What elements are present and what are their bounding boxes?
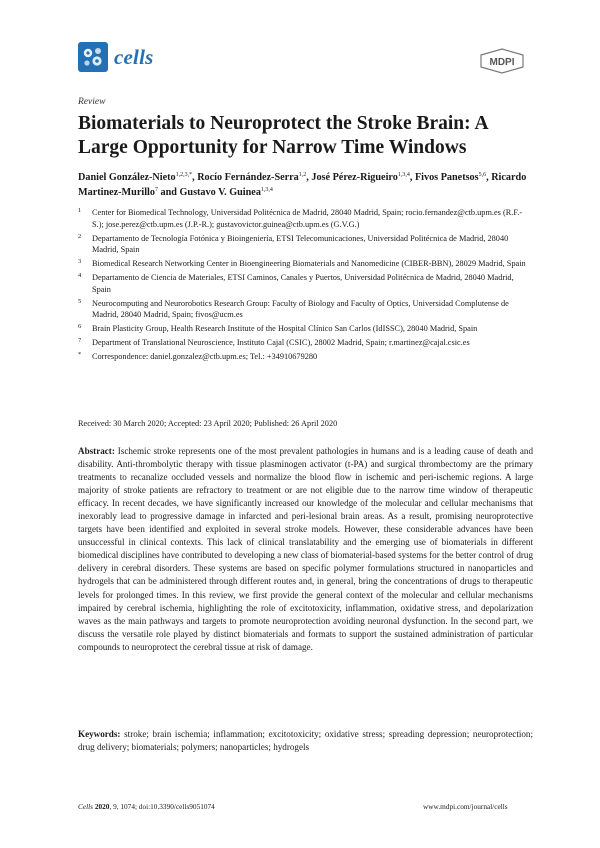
author-separator: , (409, 172, 415, 183)
affiliation-text: Correspondence: daniel.gonzalez@ctb.upm.es; Tel.: +34910679280 (92, 352, 318, 361)
author-affil-sup: 1,3,4 (397, 172, 410, 178)
affiliation-number: 3 (78, 258, 82, 265)
author-affil-sup: 5,6 (478, 172, 487, 178)
publisher-logo[interactable] (478, 48, 526, 74)
affiliation-number: 2 (78, 232, 82, 240)
author-affil-sup: 7 (154, 186, 158, 193)
affiliation (78, 337, 533, 349)
citation-footer (78, 802, 215, 811)
keywords (78, 728, 533, 754)
affiliation-number: 7 (78, 337, 82, 344)
journal-name: cells (114, 44, 154, 69)
affiliation-text: Departamento de Ciencia de Materiales, ETSI Caminos, Canales y Puertos, Universidad Politécnica de Madrid, 28040 Madrid, Spain (92, 273, 514, 294)
affiliation-text: Brain Plasticity Group, Health Research Institute of the Hospital Clínico San Carlos (IdISSC), 28040 Madrid, Spain (92, 324, 478, 333)
abstract-label: Abstract: (78, 446, 115, 456)
affiliation-number: 5 (78, 297, 82, 305)
affiliation-text: Departamento de Tecnología Fotónica y Bioingeniería, ETSI Telecomunicaciones, Universidad Politécnica de Madrid, 28040 Madrid, Spain (92, 233, 509, 254)
affiliation-number: 4 (78, 272, 82, 279)
affiliation-text: Department of Translational Neuroscience, Instituto Cajal (CSIC), 28002 Madrid, Spain; r.martinez@cajal.csic.es (92, 338, 470, 347)
article-title: Biomaterials to Neuroprotect the Stroke Brain: A Large Opportunity for Narrow Time Windows (78, 113, 488, 158)
footer-citation: , 9, 1074; doi:10.3390/cells9051074 (109, 802, 215, 811)
author-affil-sup: 1,2,3,* (175, 172, 193, 178)
affiliation (78, 207, 533, 230)
publisher-name: MDPI (489, 57, 515, 68)
affiliation-text: Neurocomputing and Neurorobotics Research Group: Faculty of Biology and Faculty of Optics, Universidad Complutense de Madrid, 28040 Madrid, Spain; fivos@ucm.es (92, 298, 509, 319)
affiliation-number: * (78, 351, 82, 358)
abstract-text: Ischemic stroke represents one of the most prevalent pathologies in humans and is a leading cause of death and disability. Anti-thrombolytic therapy with tissue plasminogen activator (t-PA) and surgical thrombectomy are the primary treatments to recanalize occluded vessels and normalize the blood flow in ischemic and peri-ischemic regions. A large majority of stroke patients are refractory to treatment or are not eligible due to the narrow time window of therapeutic efficacy. In recent decades, we have significantly increased our knowledge of the molecular and cellular mechanisms that inexorably lead to progressive damage in infarcted and peri-lesional brain areas. As a result, promising neuroprotective targets have been identified and exploited in several stroke models. However, these considerable advances have been unsuccessful in clinical contexts. This lack of clinical translatability and the emerging use of biomaterials in different biomedical disciplines have contributed to developing a new class of biomaterial-based systems for the better control of drug delivery in cerebral disorders. These systems are based on specific polymer formulations structured in nanoparticles and hydrogels that can be administered through different routes and, in general, bring the concentrations of drugs to therapeutic levels for prolonged times. In this review, we first provide the general context of the molecular and cellular mechanisms impaired by cerebral ischemia, highlighting the role of excitotoxicity, inflammation, oxidative stress, and depolarization waves as the main pathways and targets to promote neuroprotection avoiding neuronal dysfunction. In the second part, we discuss the versatile role played by distinct biomaterials and formats to support the sustained administration of particular compounds to neuroprotect the cerebral tissue at risk of damage. (78, 446, 533, 652)
affiliation-text: Center for Biomedical Technology, Universidad Politécnica de Madrid, 28040 Madrid, Spain; rocio.fernandez@ctb.upm.es (R.F.-S.); jose.perez@ctb.upm.es (J.P.-R.); gustavovictor.guinea@ctb.upm.es (G.V.G.) (92, 208, 523, 229)
author-separator: , (486, 172, 492, 183)
author[interactable]: Daniel González-Nieto (78, 172, 176, 183)
cells-logo-icon (78, 42, 108, 72)
footer-journal: Cells (78, 802, 93, 811)
mdpi-logo-icon (478, 48, 526, 74)
affiliation (78, 258, 533, 270)
author-separator: , (192, 172, 198, 183)
affiliation (78, 298, 533, 321)
publication-dates: Received: 30 March 2020; Accepted: 23 April 2020; Published: 26 April 2020 (78, 419, 338, 428)
affiliation (78, 323, 533, 335)
author[interactable]: José Pérez-Rigueiro (311, 172, 398, 183)
author[interactable]: Rocío Fernández-Serra (197, 172, 299, 183)
footer-year: 2020 (94, 802, 110, 811)
journal-logo[interactable] (78, 42, 153, 72)
journal-url[interactable]: www.mdpi.com/journal/cells (423, 802, 508, 811)
affiliation-list (78, 207, 533, 365)
affiliation (78, 272, 533, 295)
author[interactable]: Gustavo V. Guinea (179, 186, 261, 198)
affiliation-number: 6 (78, 323, 82, 330)
author[interactable]: Fivos Panetsos (414, 172, 479, 183)
correspondence (78, 351, 533, 363)
author-list (78, 171, 533, 200)
author-affil-sup: 1,3,4 (260, 186, 273, 193)
author-separator: and (157, 186, 180, 198)
affiliation-number: 1 (78, 207, 82, 214)
abstract (78, 445, 533, 654)
affiliation (78, 233, 533, 256)
author[interactable]: Ricardo Martinez-Murillo (78, 172, 527, 198)
author-affil-sup: 1,2 (298, 172, 307, 178)
keywords-text: stroke; brain ischemia; inflammation; excitotoxicity; oxidative stress; spreading depression; neuroprotection; drug delivery; biomaterials; polymers; nanoparticles; hydrogels (78, 729, 533, 753)
keywords-label: Keywords: (78, 729, 121, 739)
article-type: Review (78, 97, 106, 107)
affiliation-text: Biomedical Research Networking Center in Bioengineering Biomaterials and Nanomedicine (CIBER-BBN), 28029 Madrid, Spain (92, 259, 526, 268)
author-separator: , (306, 172, 312, 183)
